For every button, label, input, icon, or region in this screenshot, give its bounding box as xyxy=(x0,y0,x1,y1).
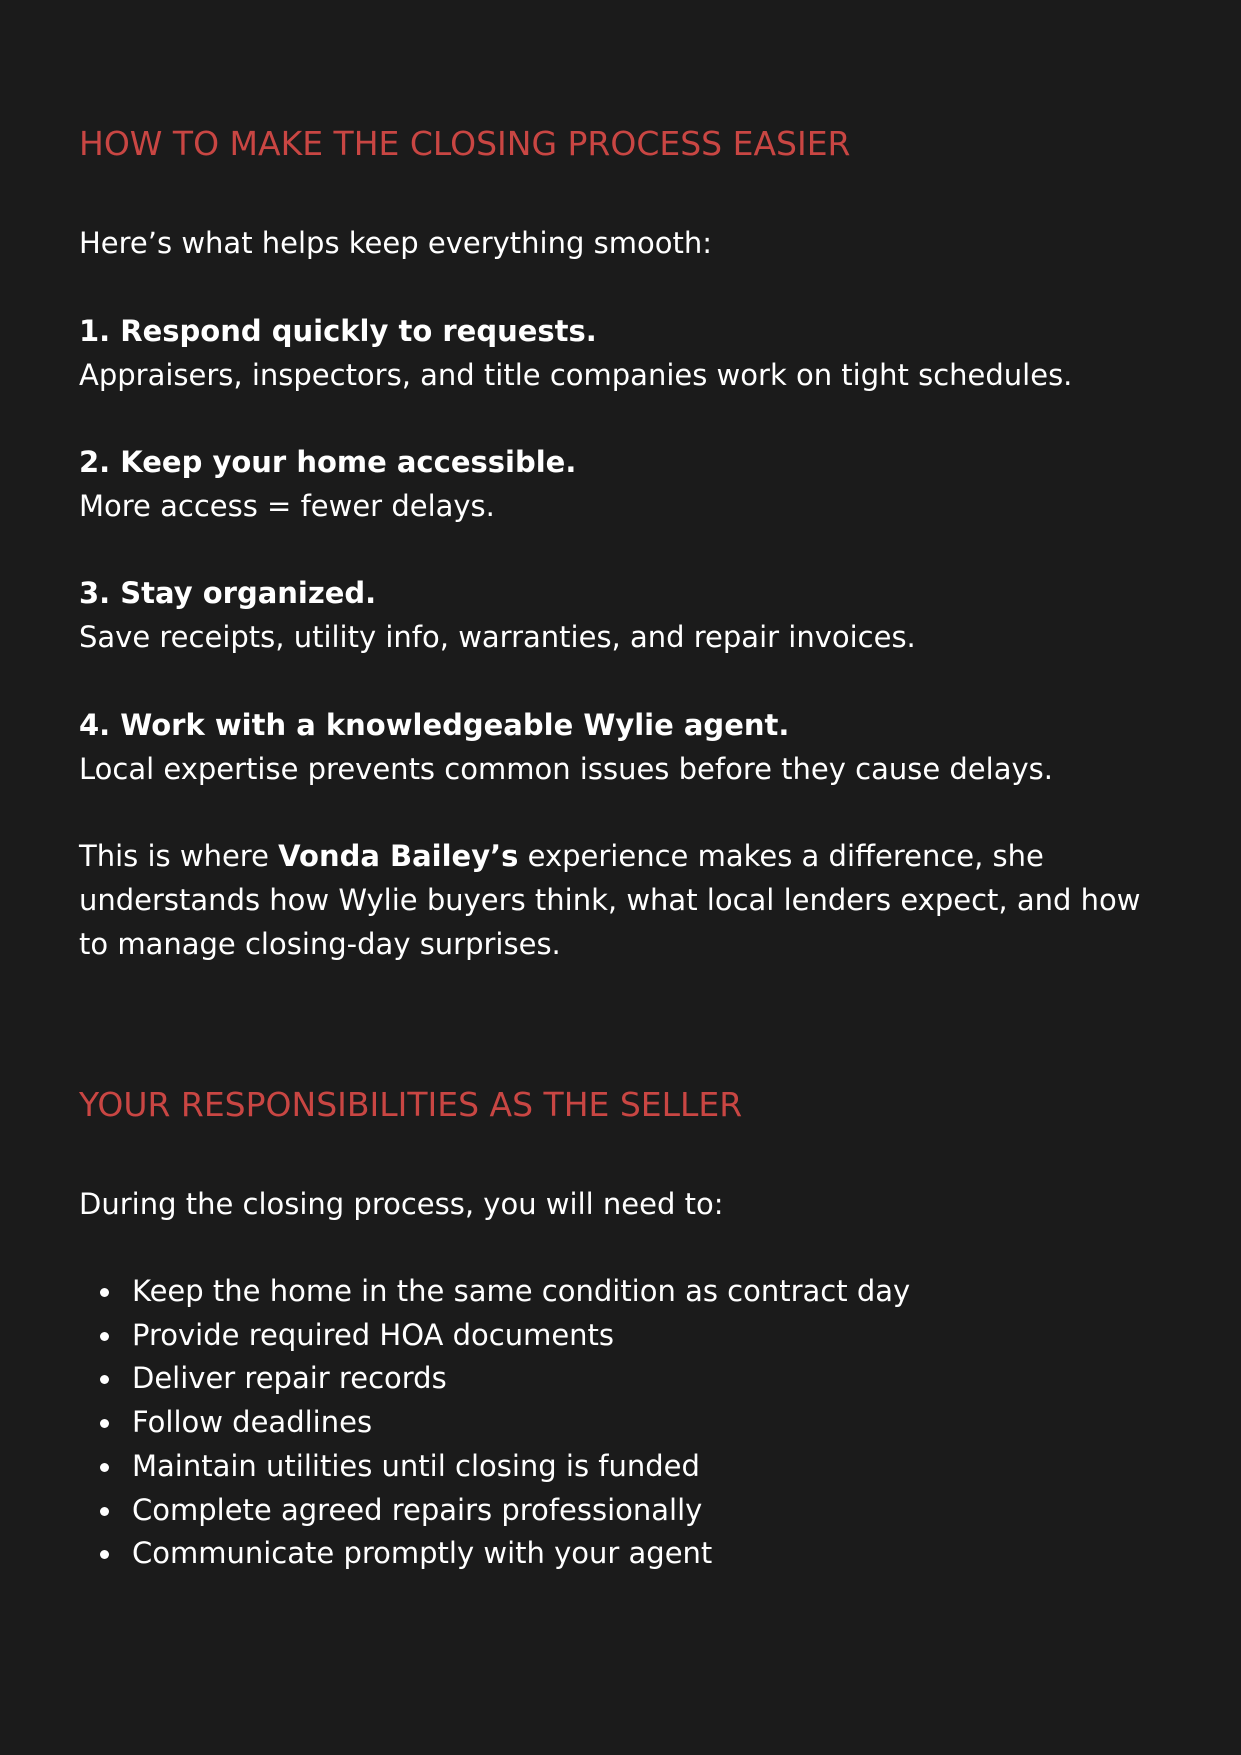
list-item: Provide required HOA documents xyxy=(132,1314,910,1358)
step-text: More access = fewer delays. xyxy=(79,489,495,523)
step-title: 2. Keep your home accessible. xyxy=(79,445,577,479)
step-title: 4. Work with a knowledgeable Wylie agent. xyxy=(79,708,790,742)
list-item: Keep the home in the same condition as contract day xyxy=(132,1270,910,1314)
step-item xyxy=(79,309,1169,397)
responsibilities-list xyxy=(79,1270,910,1576)
intro-text: Here’s what helps keep everything smooth: xyxy=(79,226,712,260)
step-text: Local expertise prevents common issues before they cause delays. xyxy=(79,752,1053,786)
agent-paragraph xyxy=(79,834,1169,966)
step-item xyxy=(79,571,1169,659)
step-text: Appraisers, inspectors, and title companies work on tight schedules. xyxy=(79,358,1073,392)
list-item: Deliver repair records xyxy=(132,1357,910,1401)
list-item: Complete agreed repairs professionally xyxy=(132,1489,910,1533)
list-item: Communicate promptly with your agent xyxy=(132,1532,910,1576)
list-item: Maintain utilities until closing is funded xyxy=(132,1445,910,1489)
agent-name: Vonda Bailey’s xyxy=(278,839,519,873)
agent-paragraph-rest: experience makes a difference, she understands how Wylie buyers think, what local lenders expect, and how to manage closing-day surprises. xyxy=(79,839,1141,961)
responsibilities-intro: During the closing process, you will need to: xyxy=(79,1187,724,1221)
list-item: Follow deadlines xyxy=(132,1401,910,1445)
step-text: Save receipts, utility info, warranties, and repair invoices. xyxy=(79,620,916,654)
agent-paragraph-lead: This is where xyxy=(79,839,279,873)
section-heading-closing-process: HOW TO MAKE THE CLOSING PROCESS EASIER xyxy=(79,124,851,163)
section-heading-seller-responsibilities: YOUR RESPONSIBILITIES AS THE SELLER xyxy=(79,1085,743,1124)
step-title: 1. Respond quickly to requests. xyxy=(79,314,597,348)
step-title: 3. Stay organized. xyxy=(79,576,377,610)
step-item xyxy=(79,440,1169,528)
step-item xyxy=(79,703,1169,791)
